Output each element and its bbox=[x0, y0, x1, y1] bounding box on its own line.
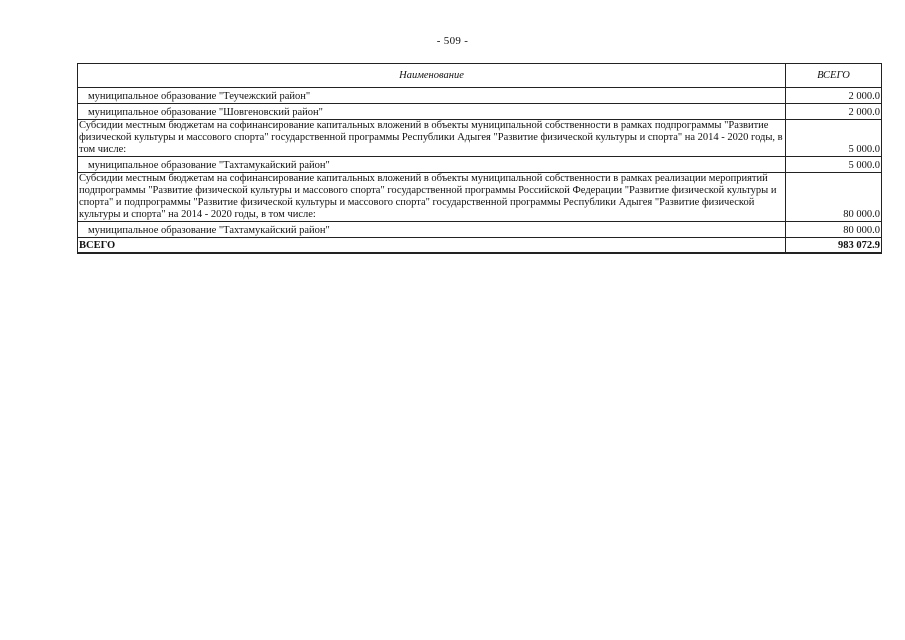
table-row bbox=[78, 173, 882, 222]
header-name: Наименование bbox=[78, 64, 786, 88]
table-row bbox=[78, 104, 882, 120]
table-header-row bbox=[78, 64, 882, 88]
grand-total-label: ВСЕГО bbox=[78, 238, 786, 254]
row-total: 2 000.0 bbox=[786, 104, 882, 120]
row-name: Субсидии местным бюджетам на софинансирование капитальных вложений в объекты муниципальной собственности в рамках реализации мероприятий подпрограммы "Развитие физической культуры и массового спорта" государственной программы Российской Федерации "Развитие физической культуры и спорта" и подпрограммы "Развитие физической культуры и массового спорта" государственной программы Республики Адыгея "Развитие физической культуры и спорта" на 2014 - 2020 годы, в том числе: bbox=[78, 173, 786, 222]
row-name: Субсидии местным бюджетам на софинансирование капитальных вложений в объекты муниципальной собственности в рамках подпрограммы "Развитие физической культуры и массового спорта" государственной программы Республики Адыгея "Развитие физической культуры и спорта" на 2014 - 2020 годы, в том числе: bbox=[78, 120, 786, 157]
row-name: муниципальное образование "Шовгеновский район" bbox=[78, 104, 786, 120]
grand-total-row bbox=[78, 238, 882, 254]
row-name: муниципальное образование "Тахтамукайский район" bbox=[78, 222, 786, 238]
table-row bbox=[78, 88, 882, 104]
table-row bbox=[78, 157, 882, 173]
table-row bbox=[78, 120, 882, 157]
row-name: муниципальное образование "Тахтамукайский район" bbox=[78, 157, 786, 173]
header-total: ВСЕГО bbox=[786, 64, 882, 88]
page-number: - 509 - bbox=[436, 35, 469, 47]
row-name: муниципальное образование "Теучежский район" bbox=[78, 88, 786, 104]
row-total: 80 000.0 bbox=[786, 173, 882, 222]
row-total: 5 000.0 bbox=[786, 120, 882, 157]
grand-total-value: 983 072.9 bbox=[786, 238, 882, 254]
row-total: 2 000.0 bbox=[786, 88, 882, 104]
row-total: 5 000.0 bbox=[786, 157, 882, 173]
table-row bbox=[78, 222, 882, 238]
row-total: 80 000.0 bbox=[786, 222, 882, 238]
budget-table bbox=[77, 63, 882, 254]
